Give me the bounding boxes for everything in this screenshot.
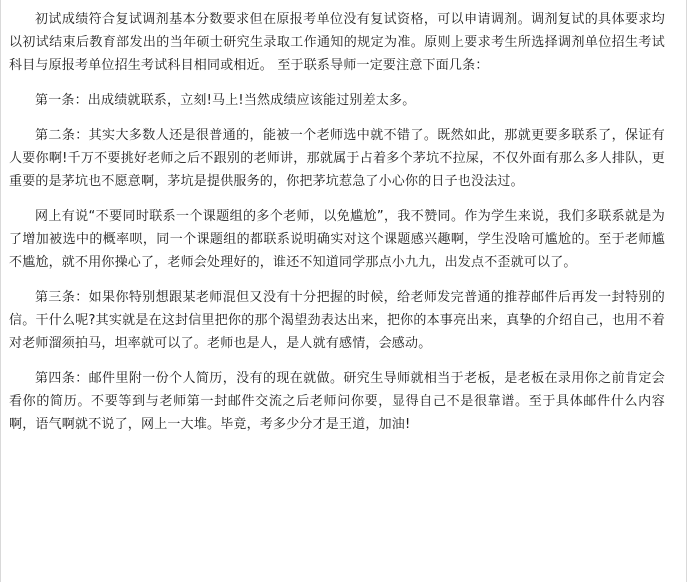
online-advice-paragraph: 网上有说“不要同时联系一个课题组的多个老师，以免尴尬”，我不赞同。作为学生来说，我们多联系就是为了增加被选中的概率呗，同一个课题组的都联系说明确实对这个课题感兴趣啊，学生没啥可尴尬的。至于老师尴不尴尬，就不用你操心了，老师会处理好的，谁还不知道同学那点小九九，出发点不歪就可以了。 — [9, 209, 665, 270]
rule-four-paragraph: 第四条：邮件里附一份个人简历，没有的现在就做。研究生导师就相当于老板，是老板在录用你之前肯定会看你的简历。不要等到与老师第一封邮件交流之后老师问你要，显得自己不是很靠谱。至于具体邮件什么内容啊，语气啊就不说了，网上一大堆。毕竟，考多少分才是王道，加油! — [9, 371, 665, 432]
article-body — [9, 8, 665, 448]
rule-one-paragraph: 第一条：出成绩就联系，立刻!马上!当然成绩应该能过别差太多。 — [35, 93, 416, 108]
rule-two-paragraph: 第二条：其实大多数人还是很普通的，能被一个老师选中就不错了。既然如此，那就更要多联系了，保证有人要你啊!千万不要挑好老师之后不跟别的老师讲，那就属于占着多个茅坑不拉屎，不仅外面有那么多人排队，更重要的是茅坑也不愿意啊，茅坑是提供服务的，你把茅坑惹急了小心你的日子也没法过。 — [9, 128, 665, 189]
rule-three-paragraph: 第三条：如果你特别想跟某老师混但又没有十分把握的时候，给老师发完普通的推荐邮件后再发一封特别的信。干什么呢?其实就是在这封信里把你的那个渴望劲表达出来，把你的本事亮出来，真挚的介绍自己，也用不着对老师溜须拍马，坦率就可以了。老师也是人，是人就有感情，会感动。 — [9, 290, 665, 351]
intro-paragraph: 初试成绩符合复试调剂基本分数要求但在原报考单位没有复试资格，可以申请调剂。调剂复试的具体要求均以初试结束后教育部发出的当年硕士研究生录取工作通知的规定为准。原则上要求考生所选择调剂单位招生考试科目与原报考单位招生考试科目相同或相近。 至于联系导师一定要注意下面几条： — [9, 12, 665, 73]
